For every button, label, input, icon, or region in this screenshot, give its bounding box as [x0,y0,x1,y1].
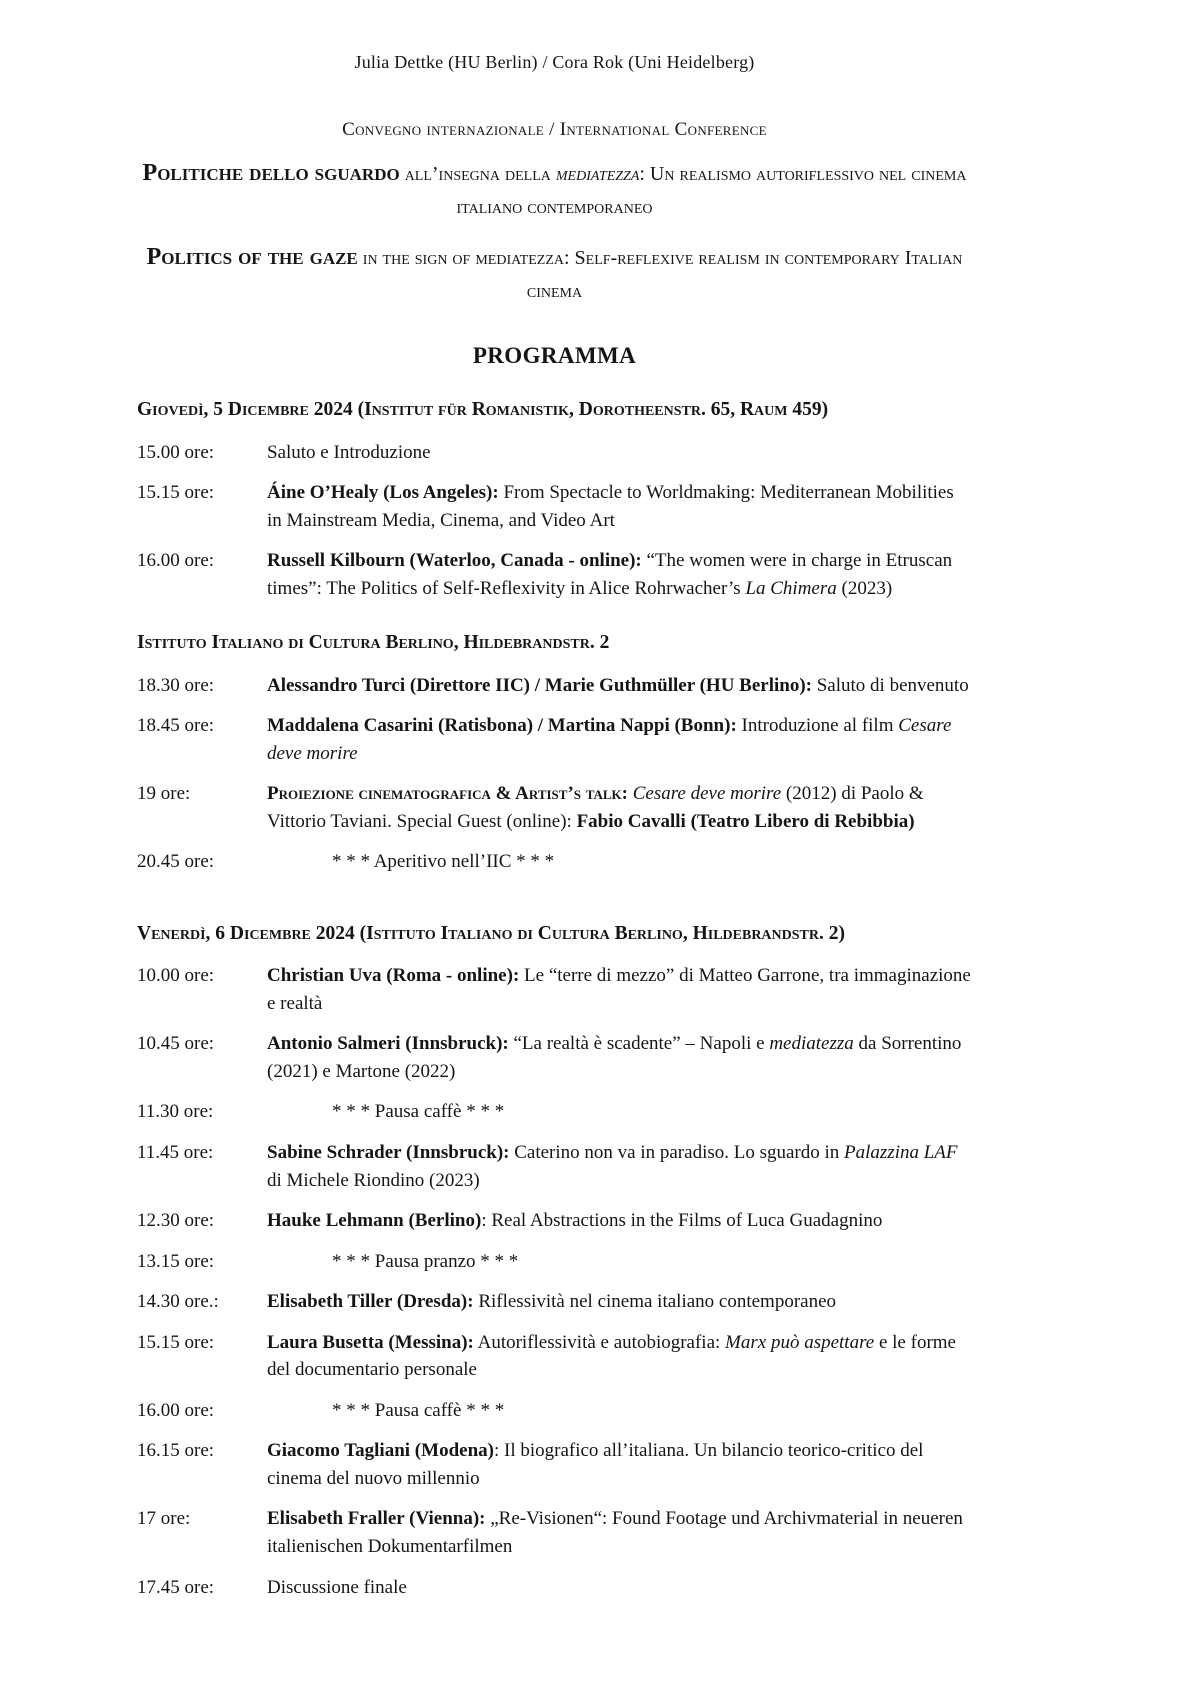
row-description [267,712,972,767]
text-segment: Proiezione cinematografica & Artist’s talk: [267,783,628,805]
schedule-row [137,1030,972,1085]
document-header [137,52,972,369]
schedule-row [137,962,972,1017]
text-segment: in the sign of mediatezza: Self-reflexive realism in contemporary Italian cinema [357,247,963,303]
text-segment: : Un realismo autoriflessivo nel cinema italiano contemporaneo [456,163,967,219]
row-description [267,1437,972,1492]
break-label [267,1098,972,1126]
text-segment: * * * Aperitivo nell’IIC * * * [332,851,555,873]
text-segment: Cesare deve morire [632,783,782,805]
text-segment: “La realtà è scadente” – Napoli e [508,1033,770,1055]
schedule-row [137,712,972,767]
row-time: 16.15 ore: [137,1440,215,1462]
text-segment: Elisabeth Fraller (Vienna): [267,1508,486,1530]
row-description [267,1505,972,1560]
program-heading: PROGRAMMA [472,343,637,369]
row-time: 18.30 ore: [137,674,215,696]
text-segment: all’insegna della [399,163,556,185]
text-segment: mediatezza [769,1033,854,1055]
text-segment: Fabio Cavalli (Teatro Libero di Rebibbia) [576,810,915,832]
schedule-row [137,1329,972,1384]
row-description [267,479,972,534]
text-segment: Giacomo Tagliani (Modena) [267,1440,494,1462]
row-time: 11.45 ore: [137,1142,214,1164]
conference-title-italian [137,155,972,223]
text-segment: Palazzina LAF [844,1142,958,1164]
schedule-row [137,672,972,700]
schedule [137,396,972,1601]
text-segment: Maddalena Casarini (Ratisbona) / Martina Nappi (Bonn): [267,715,737,737]
text-segment: La Chimera [745,577,837,599]
text-segment: From Spectacle to Worldmaking: Mediterranean Mobilities in Mainstream Media, Cinema, and Video Art [267,482,954,531]
break-label [267,1397,972,1425]
row-time: 14.30 ore.: [137,1291,219,1313]
row-time: 12.30 ore: [137,1210,215,1232]
row-time: 16.00 ore: [137,1399,215,1421]
schedule-row [137,1505,972,1560]
row-description [267,1574,972,1602]
organizers-line: Julia Dettke (HU Berlin) / Cora Rok (Uni Heidelberg) [354,52,755,72]
row-time: 10.00 ore: [137,965,215,987]
text-segment: Áine O’Healy (Los Angeles): [267,482,499,504]
schedule-row [137,1207,972,1235]
text-segment: Riflessività nel cinema italiano contemporaneo [473,1291,837,1313]
row-description [267,439,972,467]
row-time: 13.15 ore: [137,1250,215,1272]
text-segment: Saluto e Introduzione [267,441,431,463]
row-time: 15.00 ore: [137,441,215,463]
row-time: 18.45 ore: [137,715,215,737]
schedule-row [137,1288,972,1316]
break-label [267,848,972,876]
text-segment: (2023) [836,577,893,599]
text-segment: Sabine Schrader (Innsbruck): [267,1142,510,1164]
row-time: 17 ore: [137,1508,191,1530]
text-segment: * * * Pausa pranzo * * * [332,1250,519,1272]
schedule-row [137,439,972,467]
text-segment: mediatezza [555,163,640,185]
text-segment: “The women were in charge in Etruscan times”: The Politics of Self-Reflexivity in Alice Rohrwacher’s [267,550,953,599]
schedule-row [137,479,972,534]
text-segment: Politiche dello sguardo [142,160,400,186]
schedule-row [137,1139,972,1194]
row-time: 11.30 ore: [137,1101,214,1123]
text-segment: Politics of the gaze [146,244,358,271]
row-description [267,1207,972,1235]
schedule-row [137,848,972,876]
schedule-row [137,1098,972,1126]
text-segment: da Sorrentino (2021) e Martone (2022) [267,1033,962,1082]
row-time: 15.15 ore: [137,482,215,504]
row-description [267,1139,972,1194]
text-segment: (2012) di Paolo & Vittorio Taviani. Special Guest (online): [267,783,924,832]
text-segment: Antonio Salmeri (Innsbruck): [267,1033,509,1055]
text-segment: Introduzione al film [736,715,899,737]
row-time: 10.45 ore: [137,1033,215,1055]
row-time: 20.45 ore: [137,851,215,873]
row-description [267,672,972,700]
text-segment: Le “terre di mezzo” di Matteo Garrone, tra immaginazione e realtà [267,965,971,1014]
schedule-row [137,1574,972,1602]
schedule-row [137,1437,972,1492]
row-description [267,780,972,835]
text-segment: Alessandro Turci (Direttore IIC) / Marie Guthmüller (HU Berlino): [267,674,812,696]
text-segment: Christian Uva (Roma - online): [267,965,520,987]
text-segment: : Il biografico all’italiana. Un bilancio teorico-critico del cinema del nuovo millennio [267,1440,924,1489]
text-segment: Russell Kilbourn (Waterloo, Canada - online): [267,550,642,572]
text-segment: Autoriflessività e autobiografia: [473,1331,726,1353]
text-segment: Marx può aspettare [725,1331,875,1353]
text-segment: Saluto di benvenuto [811,674,969,696]
text-segment: * * * Pausa caffè * * * [332,1399,505,1421]
row-description [267,1030,972,1085]
row-description [267,1288,972,1316]
conference-title-english [137,239,972,307]
row-time: 19 ore: [137,783,191,805]
break-label [267,1248,972,1276]
schedule-row [137,1248,972,1276]
schedule-row [137,547,972,602]
text-segment: Elisabeth Tiller (Dresda): [267,1291,474,1313]
text-segment: Laura Busetta (Messina): [267,1331,474,1353]
schedule-row [137,1397,972,1425]
section-heading: Venerdì, 6 Dicembre 2024 (Istituto Italiano di Cultura Berlino, Hildebrandstr. 2) [137,922,845,944]
row-time: 15.15 ore: [137,1331,215,1353]
text-segment: Cesare deve morire [267,715,952,764]
text-segment: di Michele Riondino (2023) [267,1169,480,1191]
conference-label: Convegno internazionale / International Conference [342,119,767,140]
schedule-row [137,780,972,835]
text-segment: e le forme del documentario personale [267,1331,956,1381]
section-heading: Giovedì, 5 Dicembre 2024 (Institut für Romanistik, Dorotheenstr. 65, Raum 459) [137,399,829,421]
text-segment: Caterino non va in paradiso. Lo sguardo in [509,1142,845,1164]
text-segment: Discussione finale [267,1576,407,1598]
row-description [267,962,972,1017]
text-segment: „Re-Visionen“: Found Footage und Archivmaterial in neueren italienischen Dokumentarfilmen [267,1508,963,1558]
row-description [267,547,972,602]
text-segment: * * * Pausa caffè * * * [332,1101,505,1123]
section-heading: Istituto Italiano di Cultura Berlino, Hildebrandstr. 2 [137,632,610,654]
text-segment: Hauke Lehmann (Berlino) [267,1210,482,1232]
row-time: 16.00 ore: [137,550,215,572]
row-time: 17.45 ore: [137,1576,215,1598]
row-description [267,1329,972,1384]
text-segment: : Real Abstractions in the Films of Luca Guadagnino [481,1210,883,1232]
